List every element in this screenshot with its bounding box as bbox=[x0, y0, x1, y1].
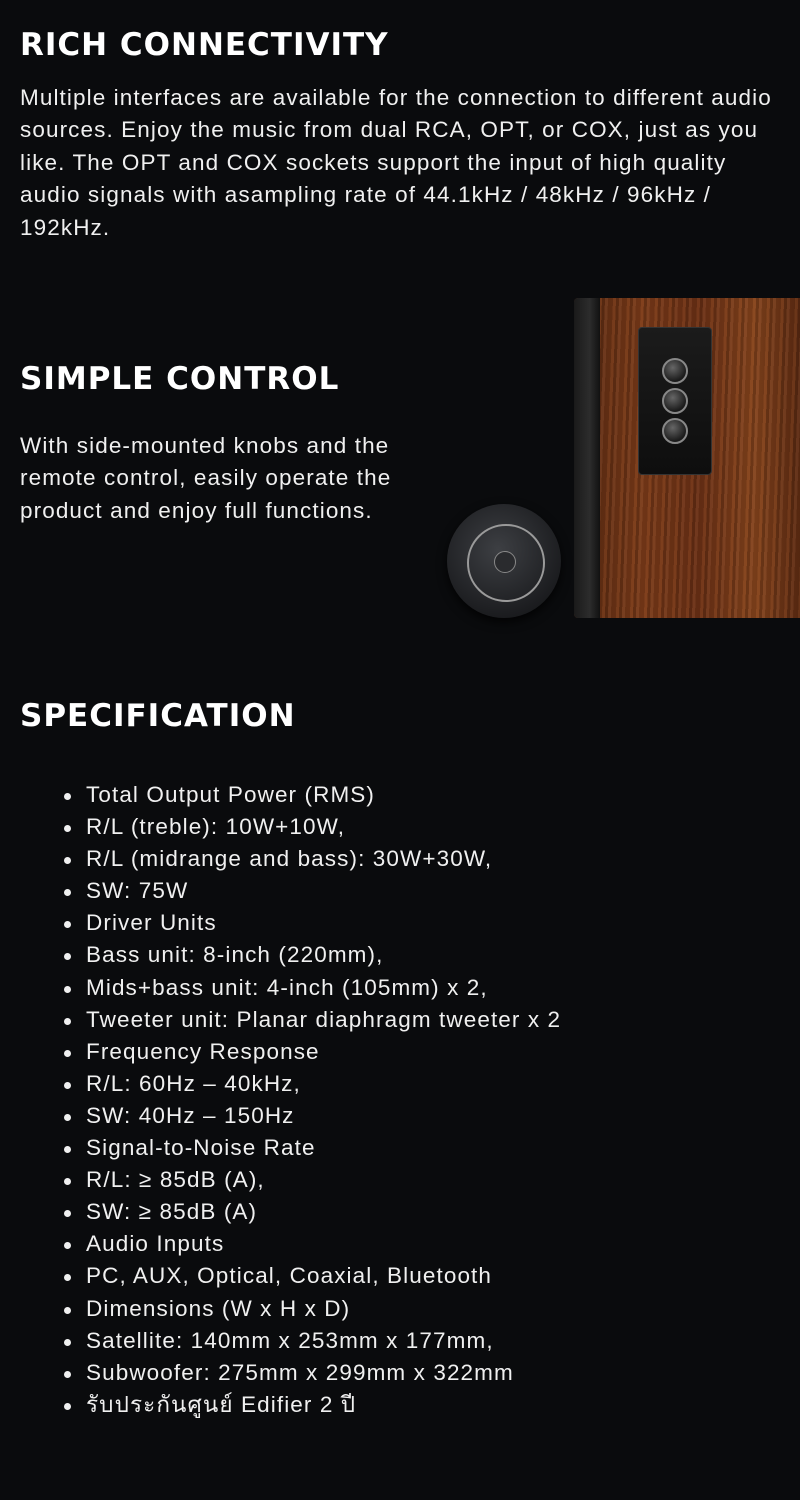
bullet-icon bbox=[64, 1178, 71, 1185]
bullet-icon bbox=[64, 1018, 71, 1025]
list-item: PC, AUX, Optical, Coaxial, Bluetooth bbox=[62, 1260, 561, 1292]
bullet-icon bbox=[64, 953, 71, 960]
bullet-icon bbox=[64, 921, 71, 928]
list-item: Bass unit: 8-inch (220mm), bbox=[62, 939, 561, 971]
list-item: Mids+bass unit: 4-inch (105mm) x 2, bbox=[62, 972, 561, 1004]
bullet-icon bbox=[64, 889, 71, 896]
knob-panel bbox=[638, 327, 712, 475]
bullet-icon bbox=[64, 1082, 71, 1089]
bullet-icon bbox=[64, 1274, 71, 1281]
remote-control-icon bbox=[447, 504, 561, 618]
list-item: Total Output Power (RMS) bbox=[62, 779, 561, 811]
control-heading: SIMPLE CONTROL bbox=[20, 361, 340, 397]
bullet-icon bbox=[64, 857, 71, 864]
remote-center-button bbox=[494, 551, 516, 573]
list-item: Satellite: 140mm x 253mm x 177mm, bbox=[62, 1325, 561, 1357]
connectivity-description: Multiple interfaces are available for the connection to different audio sources. Enjoy the music from dual RCA, OPT, or COX, just as you like. The OPT and COX sockets support the input of high quality audio signals with asampling rate of 44.1kHz / 48kHz / 96kHz / 192kHz. bbox=[20, 85, 772, 240]
list-item: Audio Inputs bbox=[62, 1228, 561, 1260]
bullet-icon bbox=[64, 1403, 71, 1410]
bass-knob-icon bbox=[662, 418, 688, 444]
bullet-icon bbox=[64, 1339, 71, 1346]
list-item: Driver Units bbox=[62, 907, 561, 939]
list-item: SW: ≥ 85dB (A) bbox=[62, 1196, 561, 1228]
bullet-icon bbox=[64, 1146, 71, 1153]
specification-heading: SPECIFICATION bbox=[20, 698, 296, 734]
treble-knob-icon bbox=[662, 388, 688, 414]
bullet-icon bbox=[64, 1210, 71, 1217]
list-item: SW: 40Hz – 150Hz bbox=[62, 1100, 561, 1132]
bullet-icon bbox=[64, 793, 71, 800]
volume-knob-icon bbox=[662, 358, 688, 384]
spec-list bbox=[62, 779, 561, 1421]
list-item: รับประกันศูนย์ Edifier 2 ปี bbox=[62, 1389, 561, 1421]
list-item: Subwoofer: 275mm x 299mm x 322mm bbox=[62, 1357, 561, 1389]
bullet-icon bbox=[64, 825, 71, 832]
list-item: R/L (treble): 10W+10W, bbox=[62, 811, 561, 843]
list-item: Frequency Response bbox=[62, 1036, 561, 1068]
list-item: Signal-to-Noise Rate bbox=[62, 1132, 561, 1164]
connectivity-heading: RICH CONNECTIVITY bbox=[20, 27, 389, 63]
list-item: Tweeter unit: Planar diaphragm tweeter x 2 bbox=[62, 1004, 561, 1036]
bullet-icon bbox=[64, 986, 71, 993]
list-item: SW: 75W bbox=[62, 875, 561, 907]
list-item: Dimensions (W x H x D) bbox=[62, 1293, 561, 1325]
speaker-front-edge bbox=[574, 298, 600, 618]
bullet-icon bbox=[64, 1114, 71, 1121]
bullet-icon bbox=[64, 1371, 71, 1378]
control-description: With side-mounted knobs and the remote control, easily operate the product and enjoy full functions. bbox=[20, 433, 392, 523]
list-item: R/L: ≥ 85dB (A), bbox=[62, 1164, 561, 1196]
bullet-icon bbox=[64, 1242, 71, 1249]
list-item: R/L: 60Hz – 40kHz, bbox=[62, 1068, 561, 1100]
list-item: R/L (midrange and bass): 30W+30W, bbox=[62, 843, 561, 875]
bullet-icon bbox=[64, 1307, 71, 1314]
bullet-icon bbox=[64, 1050, 71, 1057]
